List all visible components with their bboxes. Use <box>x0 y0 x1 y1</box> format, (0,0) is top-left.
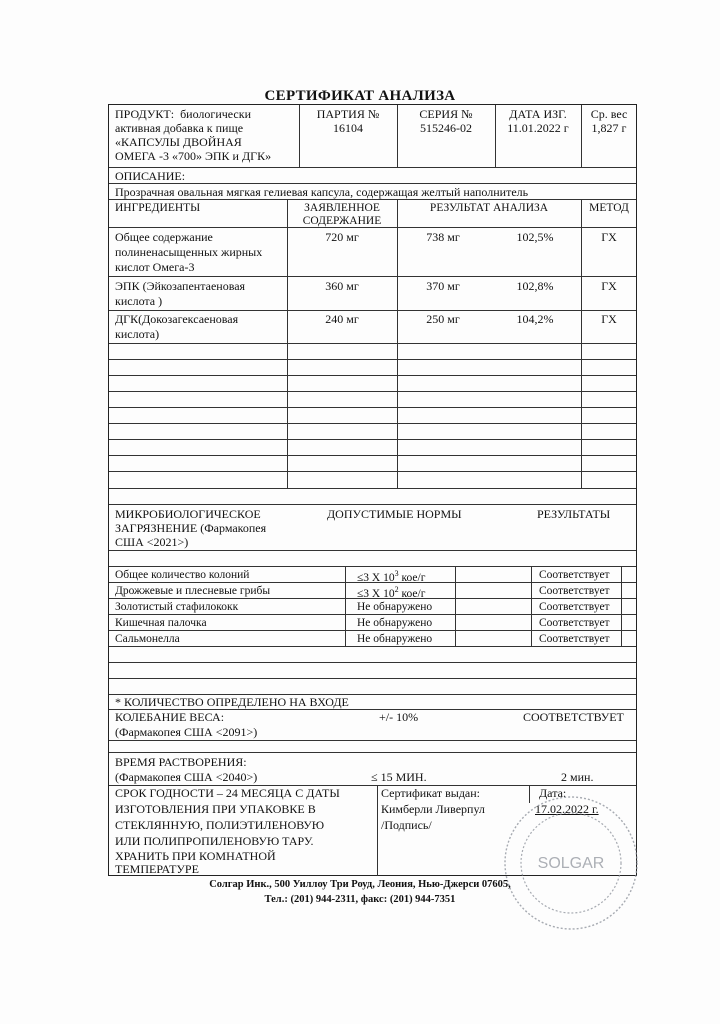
micro-name-1: Дрожжевые и плесневые грибы <box>115 585 271 597</box>
percent-omega3: 102,5% <box>516 230 554 244</box>
issued-label: Сертификат выдан: <box>381 786 481 800</box>
micro-norm-3: Не обнаружено <box>357 617 433 629</box>
ingredient-name-epa-1: ЭПК (Эйкозапентаеновая <box>115 279 246 293</box>
product-label: ПРОДУКТ: биологически <box>115 107 252 121</box>
dissolution-label: ВРЕМЯ РАСТВОРЕНИЯ: <box>115 755 247 769</box>
footer-phones: Тел.: (201) 944-2311, факс: (201) 944-7351 <box>264 894 456 905</box>
micro-name-2: Золотистый стафилококк <box>115 601 239 613</box>
ingredient-name-omega3-2: полиненасыщенных жирных <box>115 245 263 259</box>
ingredient-name-omega3-3: кислот Омега-3 <box>115 260 195 274</box>
weight-value: 1,827 г <box>591 121 627 135</box>
footer-address: Солгар Инк., 500 Уиллоу Три Роуд, Леония, Нью-Джерси 07605, <box>209 879 511 890</box>
shelf-life-5: ХРАНИТЬ ПРИ КОМНАТНОЙ <box>115 849 276 863</box>
batch-label: ПАРТИЯ № <box>316 107 380 121</box>
declared-epa: 360 мг <box>325 279 359 293</box>
stamp-text: SOLGAR <box>537 855 605 872</box>
percent-dha: 104,2% <box>516 312 554 326</box>
shelf-life-3: СТЕКЛЯННУЮ, ПОЛИЭТИЛЕНОВУЮ <box>115 818 325 832</box>
result-omega3: 738 мг <box>426 230 460 244</box>
micro-name-0: Общее количество колоний <box>115 569 250 581</box>
shelf-life-4: ИЛИ ПОЛИПРОПИЛЕНОВУЮ ТАРУ. <box>115 834 314 848</box>
method-omega3: ГХ <box>601 230 617 244</box>
micro-result-3: Соответствует <box>539 617 610 629</box>
shelf-life-1: СРОК ГОДНОСТИ – 24 МЕСЯЦА С ДАТЫ <box>115 786 340 800</box>
weight-variation-label: КОЛЕБАНИЕ ВЕСА: <box>115 710 225 724</box>
dissolution-result: 2 мин. <box>561 770 594 784</box>
certificate-table <box>108 104 637 876</box>
product-line-2: активная добавка к пище <box>115 121 244 135</box>
series-label: СЕРИЯ № <box>419 107 473 121</box>
cert-date-value: 17.02.2022 г. <box>535 802 599 816</box>
shelf-life-6: ТЕМПЕРАТУРЕ <box>115 862 199 876</box>
date-label: ДАТА ИЗГ. <box>509 107 567 121</box>
ingredient-name-omega3-1: Общее содержание <box>115 230 213 244</box>
micro-results-label: РЕЗУЛЬТАТЫ <box>537 507 611 521</box>
description-text: Прозрачная овальная мягкая гелиевая капсула, содержащая желтый наполнитель <box>115 185 529 199</box>
ingredient-name-dha-1: ДГК(Докозагексаеновая <box>115 312 239 326</box>
description-label: ОПИСАНИЕ: <box>115 169 186 183</box>
micro-header-3: США <2021>) <box>115 535 189 549</box>
micro-norm-4: Не обнаружено <box>357 633 433 645</box>
micro-name-3: Кишечная палочка <box>115 617 207 629</box>
ingredient-name-epa-2: кислота ) <box>115 294 163 308</box>
method-header: МЕТОД <box>589 202 629 214</box>
ingredient-name-dha-2: кислота) <box>115 327 160 341</box>
declared-header-2: СОДЕРЖАНИЕ <box>302 215 382 227</box>
issued-by: Кимберли Ливерпул <box>381 802 485 816</box>
batch-value: 16104 <box>333 121 363 135</box>
micro-result-0: Соответствует <box>539 569 610 581</box>
method-dha: ГХ <box>601 312 617 326</box>
weight-variation-result: СООТВЕТСТВУЕТ <box>523 710 624 724</box>
declared-header-1: ЗАЯВЛЕННОЕ <box>304 202 380 214</box>
micro-result-1: Соответствует <box>539 585 610 597</box>
document-title: СЕРТИФИКАТ АНАЛИЗА <box>264 88 456 104</box>
micro-norm-1: ≤3 X $10^2$ кое/г <box>357 585 426 600</box>
micro-name-4: Сальмонелла <box>115 633 180 645</box>
micro-result-4: Соответствует <box>539 633 610 645</box>
company-stamp <box>496 788 646 938</box>
method-epa: ГХ <box>601 279 617 293</box>
percent-epa: 102,8% <box>516 279 554 293</box>
date-value: 11.01.2022 г <box>507 121 569 135</box>
product-line-3: «КАПСУЛЫ ДВОЙНАЯ <box>115 135 242 149</box>
weight-variation-ref: (Фармакопея США <2091>) <box>115 725 258 739</box>
dissolution-ref: (Фармакопея США <2040>) <box>115 770 258 784</box>
declared-omega3: 720 мг <box>325 230 359 244</box>
weight-variation-norm: +/- 10% <box>379 710 419 724</box>
signature-label: /Подпись/ <box>381 818 432 832</box>
shelf-life-2: ИЗГОТОВЛЕНИЯ ПРИ УПАКОВКЕ В <box>115 802 316 816</box>
micro-header-1: МИКРОБИОЛОГИЧЕСКОЕ <box>115 507 261 521</box>
note-text: * КОЛИЧЕСТВО ОПРЕДЕЛЕНО НА ВХОДЕ <box>115 695 349 709</box>
product-line-4: ОМЕГА -3 «700» ЭПК и ДГК» <box>115 149 272 163</box>
micro-norm-0: ≤3 X $10^3$ кое/г <box>357 569 426 584</box>
micro-norm-2: Не обнаружено <box>357 601 433 613</box>
declared-dha: 240 мг <box>325 312 359 326</box>
micro-header-2: ЗАГРЯЗНЕНИЕ (Фармакопея <box>115 521 267 535</box>
micro-norms-label: ДОПУСТИМЫЕ НОРМЫ <box>327 507 462 521</box>
micro-result-2: Соответствует <box>539 601 610 613</box>
result-header: РЕЗУЛЬТАТ АНАЛИЗА <box>429 202 549 214</box>
series-value: 515246-02 <box>420 121 472 135</box>
result-epa: 370 мг <box>426 279 460 293</box>
dissolution-norm: ≤ 15 МИН. <box>371 770 427 784</box>
cert-date-label: Дата: <box>539 786 567 800</box>
result-dha: 250 мг <box>426 312 460 326</box>
weight-label: Ср. вес <box>590 107 628 121</box>
ingredients-header: ИНГРЕДИЕНТЫ <box>115 202 201 214</box>
